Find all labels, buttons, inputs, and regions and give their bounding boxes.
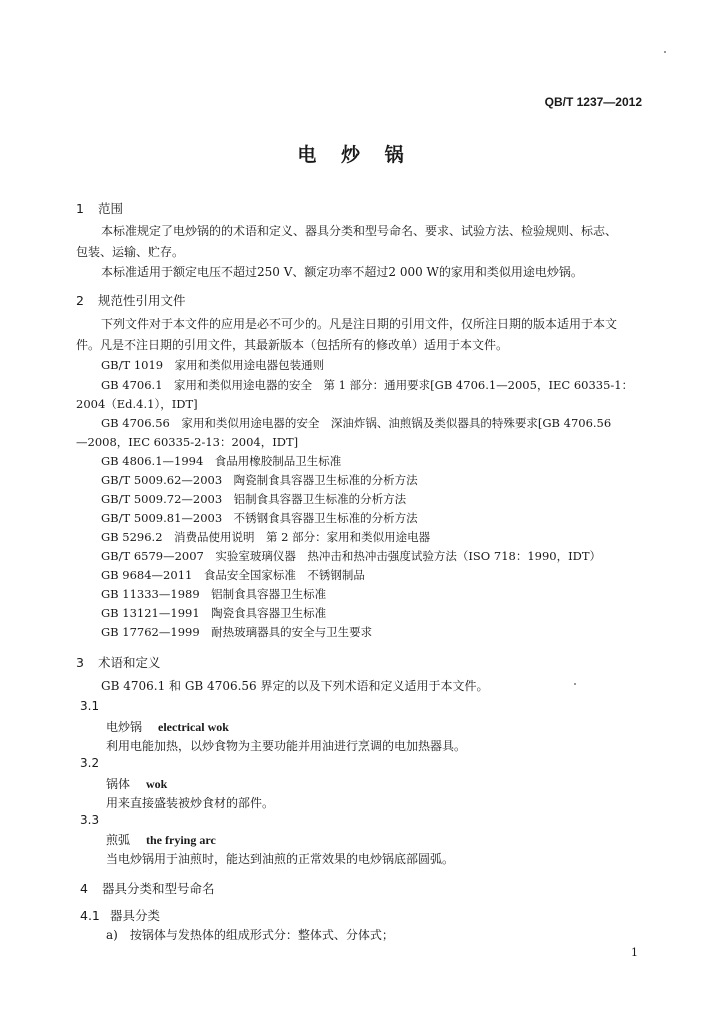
page-number: 1 bbox=[631, 946, 638, 959]
section-title: 范围 bbox=[98, 201, 124, 216]
reference-item: GB 9684—2011 食品安全国家标准 不锈钢制品 bbox=[101, 568, 365, 582]
section-number: 3 bbox=[76, 655, 84, 670]
term-name bbox=[106, 831, 216, 848]
section-2-heading bbox=[76, 291, 186, 309]
scope-paragraph-1-line-2: 包装、运输、贮存。 bbox=[76, 245, 185, 259]
section-4-1-heading bbox=[80, 906, 160, 924]
term-number: 3.3 bbox=[80, 813, 100, 827]
term-number: 3.2 bbox=[80, 756, 100, 770]
term-definition: 当电炒锅用于油煎时，能达到油煎的正常效果的电炒锅底部圆弧。 bbox=[106, 852, 455, 866]
document-title: 电 炒 锅 bbox=[297, 144, 413, 166]
scan-speck bbox=[664, 51, 666, 53]
term-name-zh: 电炒锅 bbox=[106, 720, 143, 734]
reference-item: GB 11333—1989 铝制食具容器卫生标准 bbox=[101, 587, 327, 601]
reference-item: GB/T 5009.81—2003 不锈钢食具容器卫生标准的分析方法 bbox=[101, 511, 418, 525]
reference-item: GB 13121—1991 陶瓷食具容器卫生标准 bbox=[101, 606, 327, 620]
term-name-en: wok bbox=[146, 777, 168, 791]
term-name-en: electrical wok bbox=[158, 720, 229, 734]
reference-item: GB 5296.2 消费品使用说明 第 2 部分：家用和类似用途电器 bbox=[101, 530, 431, 544]
section-number: 4.1 bbox=[80, 908, 100, 923]
section-title: 器具分类 bbox=[110, 908, 161, 923]
classification-item-a: a) 按锅体与发热体的组成形式分：整体式、分体式； bbox=[106, 928, 394, 942]
normative-intro-line-1: 下列文件对于本文件的应用是必不可少的。凡是注日期的引用文件，仅所注日期的版本适用于本文 bbox=[101, 317, 618, 331]
reference-item: GB 17762—1999 耐热玻璃器具的安全与卫生要求 bbox=[101, 625, 373, 639]
normative-intro-line-2: 件。凡是不注日期的引用文件，其最新版本（包括所有的修改单）适用于本文件。 bbox=[76, 338, 509, 352]
section-1-heading bbox=[76, 199, 123, 217]
section-4-heading bbox=[80, 879, 215, 897]
reference-item-continued: 2004（Ed.4.1），IDT] bbox=[76, 397, 198, 411]
term-definition: 利用电能加热，以炒食物为主要功能并用油进行烹调的电加热器具。 bbox=[106, 739, 467, 753]
term-name bbox=[106, 718, 229, 735]
section-number: 2 bbox=[76, 293, 84, 308]
scope-paragraph-2: 本标准适用于额定电压不超过250 V、额定功率不超过2 000 W的家用和类似用途电炒锅。 bbox=[101, 265, 583, 279]
term-name-en: the frying arc bbox=[146, 833, 216, 847]
reference-item-continued: —2008，IEC 60335-2-13：2004，IDT] bbox=[76, 435, 299, 449]
term-name-zh: 煎弧 bbox=[106, 833, 131, 847]
reference-item: GB/T 5009.62—2003 陶瓷制食具容器卫生标准的分析方法 bbox=[101, 473, 418, 487]
section-title: 规范性引用文件 bbox=[98, 293, 186, 308]
term-number: 3.1 bbox=[80, 699, 100, 713]
reference-item: GB 4706.1 家用和类似用途电器的安全 第 1 部分：通用要求[GB 4706.1—2005，IEC 60335-1： bbox=[101, 378, 634, 392]
terms-intro: GB 4706.1 和 GB 4706.56 界定的以及下列术语和定义适用于本文件。 bbox=[101, 679, 489, 693]
section-title: 术语和定义 bbox=[98, 655, 161, 670]
reference-item: GB/T 1019 家用和类似用途电器包装通则 bbox=[101, 358, 325, 372]
term-definition: 用来直接盛装被炒食材的部件。 bbox=[106, 796, 275, 810]
reference-item: GB 4806.1—1994 食品用橡胶制品卫生标准 bbox=[101, 454, 342, 468]
section-number: 1 bbox=[76, 201, 84, 216]
section-3-heading bbox=[76, 653, 161, 671]
term-name-zh: 锅体 bbox=[106, 777, 131, 791]
standard-code: QB/T 1237—2012 bbox=[544, 95, 642, 109]
scan-speck bbox=[574, 683, 576, 685]
reference-item: GB/T 6579—2007 实验室玻璃仪器 热冲击和热冲击强度试验方法（ISO 718：1990，IDT） bbox=[101, 549, 602, 563]
section-number: 4 bbox=[80, 881, 88, 896]
section-title: 器具分类和型号命名 bbox=[102, 881, 215, 896]
reference-item: GB/T 5009.72—2003 铝制食具容器卫生标准的分析方法 bbox=[101, 492, 407, 506]
term-name bbox=[106, 775, 167, 792]
reference-item: GB 4706.56 家用和类似用途电器的安全 深油炸锅、油煎锅及类似器具的特殊要求[GB 4706.56 bbox=[101, 416, 612, 430]
scope-paragraph-1-line-1: 本标准规定了电炒锅的的术语和定义、器具分类和型号命名、要求、试验方法、检验规则、标志、 bbox=[101, 224, 618, 238]
